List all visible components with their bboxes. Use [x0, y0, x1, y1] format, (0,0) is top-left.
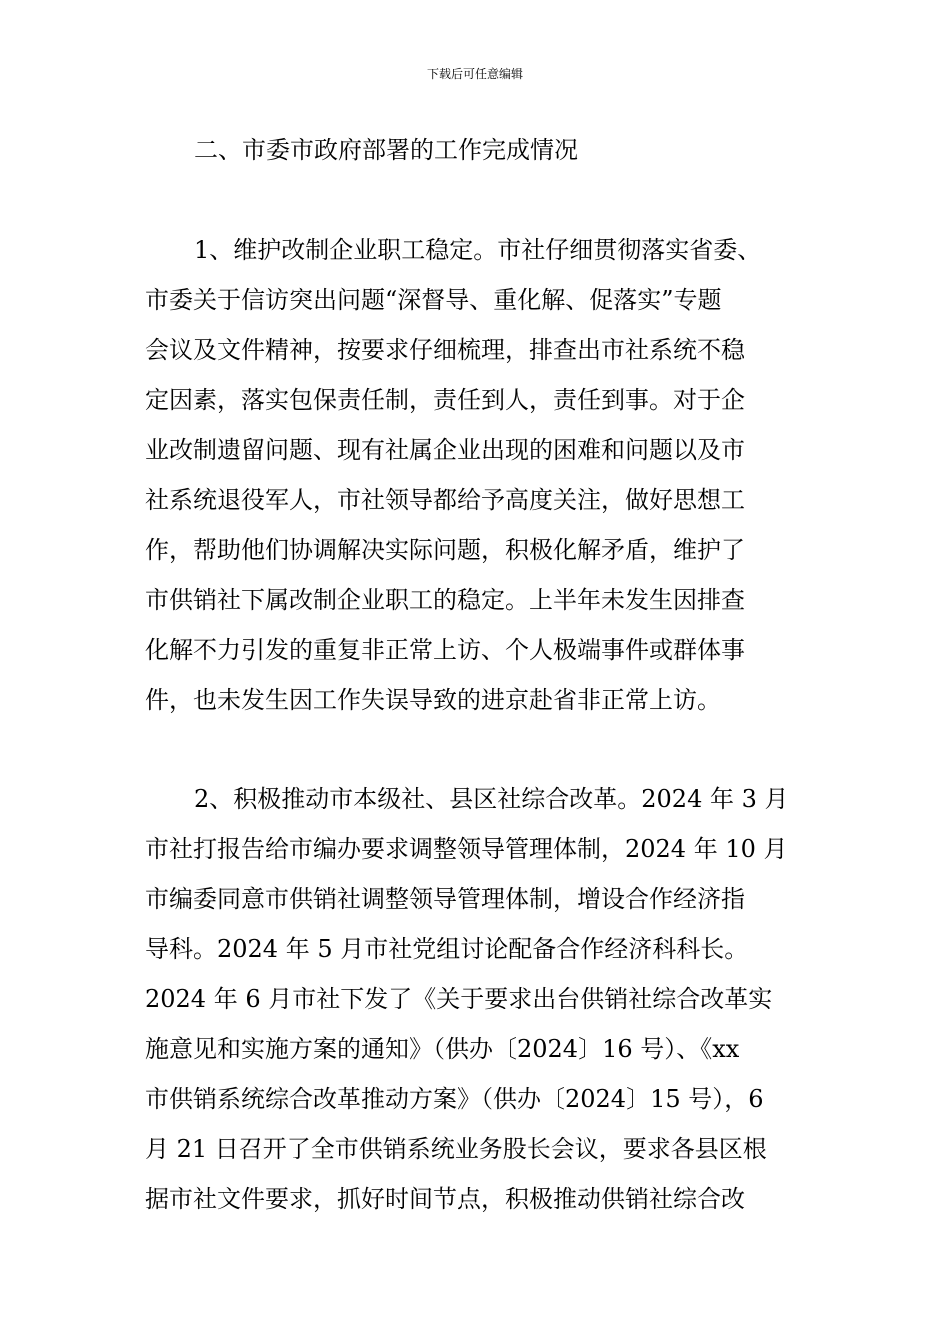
text-line: 化解不力引发的重复非正常上访、个人极端事件或群体事	[145, 636, 745, 664]
section-heading: 二、市委市政府部署的工作完成情况	[194, 136, 578, 164]
page-header: 下载后可任意编辑	[426, 67, 523, 81]
text-line: 市编委同意市供销社调整领导管理体制，增设合作经济指	[145, 885, 745, 913]
text-line: 市社打报告给市编办要求调整领导管理体制，2024 年 10 月	[145, 835, 788, 863]
text-line: 市供销社下属改制企业职工的稳定。上半年未发生因排查	[145, 586, 745, 614]
text-line: 2、积极推动市本级社、县区社综合改革。2024 年 3 月	[194, 785, 789, 813]
text-line: 定因素，落实包保责任制，责任到人，责任到事。对于企	[145, 386, 745, 414]
text-line: 市供销系统综合改革推动方案》（供办〔2024〕15 号），6	[145, 1085, 764, 1113]
text-line: 作，帮助他们协调解决实际问题，积极化解矛盾，维护了	[145, 536, 745, 564]
text-line: 据市社文件要求，抓好时间节点，积极推动供销社综合改	[145, 1185, 745, 1213]
text-line: 市委关于信访突出问题“深督导、重化解、促落实”专题	[145, 286, 722, 314]
text-line: 月 21 日召开了全市供销系统业务股长会议，要求各县区根	[145, 1135, 767, 1163]
text-line: 2024 年 6 月市社下发了《关于要求出台供销社综合改革实	[145, 985, 773, 1013]
text-line: 社系统退役军人，市社领导都给予高度关注，做好思想工	[145, 486, 745, 514]
text-line: 业改制遗留问题、现有社属企业出现的困难和问题以及市	[145, 436, 745, 464]
text-line: 1、维护改制企业职工稳定。市社仔细贯彻落实省委、	[194, 236, 762, 264]
text-line: 会议及文件精神，按要求仔细梳理，排查出市社系统不稳	[145, 336, 745, 364]
text-line: 导科。2024 年 5 月市社党组讨论配备合作经济科科长。	[145, 935, 749, 963]
text-line: 件，也未发生因工作失误导致的进京赴省非正常上访。	[145, 686, 721, 714]
text-line: 施意见和实施方案的通知》（供办〔2024〕16 号）、《xx	[145, 1035, 740, 1063]
